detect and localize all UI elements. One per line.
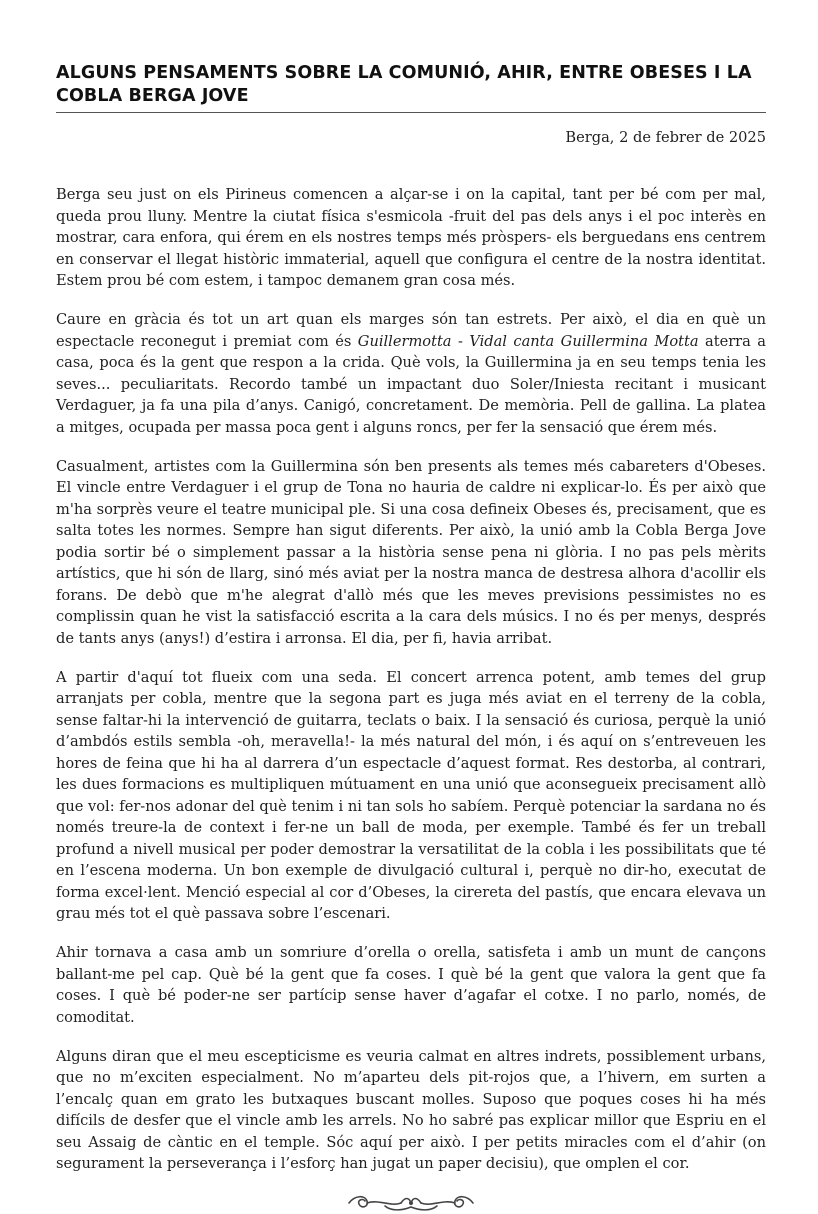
article-title: ALGUNS PENSAMENTS SOBRE LA COMUNIÓ, AHIR, ENTRE OBESES I LA COBLA BERGA JOVE (56, 63, 752, 106)
paragraph: A partir d'aquí tot flueix com una seda. El concert arrenca potent, amb temes del grup arranjats per cobla, mentre que la segona part es juga més aviat en el terreny de la cobla, sense faltar-hi la intervenció de guitarra, teclats o baix. I la sensació és curiosa, perquè la unió d’ambdós estils sembla -oh, meravella!- la més natural del món, i és aquí on s’entreveuen les hores de feina que hi ha al darrera d’un espectacle d’aquest format. Res destorba, al contrari, les dues formacions es multipliquen mútuament en una unió que aconsegueix precisament allò que vol: fer-nos adonar del què tenim i ni tan sols ho sabíem. Perquè potenciar la sardana no és només treure-la de context i fer-ne un ball de moda, per exemple. També és fer un treball profund a nivell musical per poder demostrar la versatilitat de la cobla i les possibilitats que té en l’escena moderna. Un bon exemple de divulgació cultural i, perquè no dir-ho, executat de forma excel·lent. Menció especial al cor d’Obeses, la cirereta del pastís, que encara elevava un grau més tot el què passava sobre l’escenari. (56, 668, 766, 922)
paragraph: Berga seu just on els Pirineus comencen a alçar-se i on la capital, tant per bé com per mal, queda prou lluny. Mentre la ciutat física s'esmicola -fruit del pas dels anys i el poc interès en mostrar, cara enfora, qui érem en els nostres temps més pròspers- els berguedans ens centrem en conservar el llegat històric immaterial, aquell que configura el centre de la nostra identitat. Estem prou bé com estem, i tampoc demanem gran cosa més. (56, 186, 766, 289)
article (56, 62, 766, 1214)
paragraph: Ahir tornava a casa amb un somriure d’orella o orella, satisfeta i amb un munt de cançons ballant-me pel cap. Què bé la gent que fa coses. I què bé la gent que valora la gent que fa coses. I què bé poder-ne ser partícip sense haver d’agafar el cotxe. I no parlo, només, de comoditat. (56, 944, 766, 1026)
article-body (56, 184, 766, 1175)
paragraph: Casualment, artistes com la Guillermina són ben presents als temes més cabareters d'Obeses. El vincle entre Verdaguer i el grup de Tona no hauria de caldre ni explicar-lo. És per això que m'ha sorprès veure el teatre municipal ple. Si una cosa defineix Obeses és, precisament, que es salta totes les normes. Sempre han sigut diferents. Per això, la unió amb la Cobla Berga Jove podia sortir bé o simplement passar a la història sense pena ni glòria. I no pas pels mèrits artístics, que hi són de llarg, sinó més aviat per la nostra manca de destresa alhora d'acollir els forans. De debò que m'he alegrat d'allò més que les meves previsions pessimistes no es complissin quan he vist la satisfacció escrita a la cara dels músics. I no és per menys, després de tants anys (anys!) d’estira i arronsa. El dia, per fi, havia arribat. (56, 457, 766, 647)
flourish-divider-icon (345, 1192, 477, 1214)
article-date: Berga, 2 de febrer de 2025 (565, 129, 766, 146)
ornament (56, 1192, 766, 1214)
title-divider (56, 112, 766, 113)
show-title: Guillermotta - Vidal canta Guillermina Motta (357, 332, 699, 350)
paragraph-text: aterra a casa, poca és la gent que respon a la crida. Què vols, la Guillermina ja en seu temps tenia les seves... peculiaritats. Recordo també un impactant duo Soler/Iniesta recitant i musicant Verdaguer, ja fa una pila d’anys. Canigó, concretament. De memòria. Pell de gallina. La platea a mitges, ocupada per massa poca gent i alguns roncs, per fer la sensació que érem més. (56, 332, 766, 436)
paragraph-text: Caure en gràcia és tot un art quan els marges són tan estrets. Per això, el dia en què un espectacle reconegut i premiat com és (56, 311, 766, 350)
paragraph (56, 309, 766, 438)
paragraph: Alguns diran que el meu escepticisme es veuria calmat en altres indrets, possiblement urbans, que no m’exciten especialment. No m’aparteu dels pit-rojos que, a l’hivern, em surten a l’encalç quan em grato les butxaques buscant molles. Suposo que poques coses hi ha més difícils de desfer que el vincle amb les arrels. No ho sabré pas explicar millor que Espriu en el seu Assaig de càntic en el temple. Sóc aquí per això. I per petits miracles com el d’ahir (on segurament la perseverança i l’esforç han jugat un paper decisiu), que omplen el cor. (56, 1047, 766, 1172)
